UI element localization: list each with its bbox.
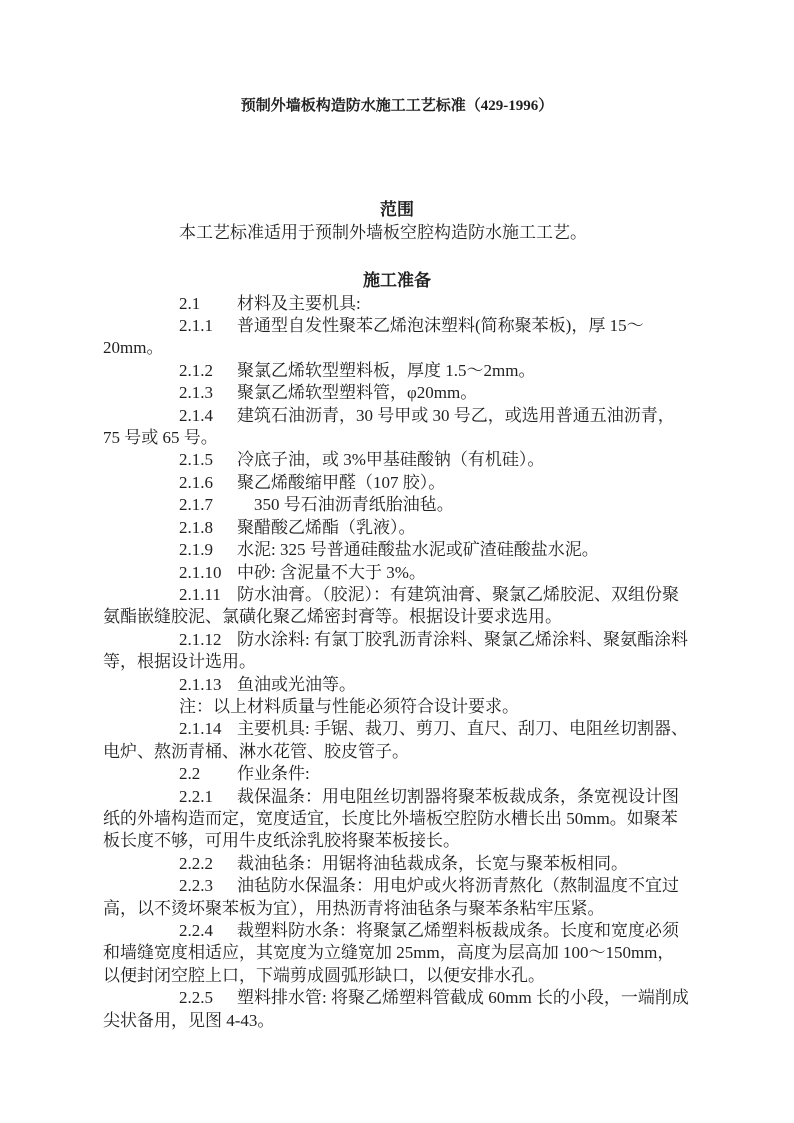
- clause-2-1-7: [103, 494, 691, 516]
- clause-number: 2.1.1: [179, 316, 213, 336]
- clause-text: 防水涂料: 有氯丁胶乳沥青涂料、聚氯乙烯涂料、聚氨酯涂料等，根据设计选用。: [103, 629, 688, 672]
- clause-number: 2.1.14: [179, 719, 222, 739]
- clause-2-1-11: [103, 584, 691, 629]
- clause-text: 裁保温条：用电阻丝切割器将聚苯板裁成条，条宽视设计图纸的外墙构造而定，宽度适宜，长度比外墙板空腔防水槽长出 50mm。如聚苯板长度不够，可用牛皮纸涂乳胶将聚苯板接长。: [103, 786, 679, 851]
- clause-number: 2.1.5: [179, 450, 213, 470]
- clause-2-1-1: [103, 315, 691, 360]
- clause-text: 聚氯乙烯软型塑料板，厚度 1.5～2mm。: [237, 360, 536, 380]
- clause-number: 2.1.8: [179, 517, 213, 537]
- clause-text: 塑料排水管: 将聚乙烯塑料管截成 60mm 长的小段，一端削成尖状备用，见图 4-43。: [103, 988, 689, 1030]
- clause-number: 2.1.3: [179, 383, 213, 403]
- clause-number: 2.2.1: [179, 786, 213, 806]
- clause-number: 2.2.5: [179, 988, 213, 1008]
- section-heading-preparation: 施工准备: [363, 271, 431, 291]
- clause-number: 2.1: [179, 293, 201, 313]
- clause-text: 主要机具: 手锯、裁刀、剪刀、直尺、刮刀、电阻丝切割器、电炉、熬沥青桶、淋水花管、胶皮管子。: [103, 719, 688, 761]
- section-heading-scope: 范围: [380, 200, 414, 220]
- clause-number: 2.2: [179, 764, 201, 784]
- clause-number: 2.1.11: [179, 584, 221, 604]
- clause-number: 2.2.2: [179, 853, 213, 873]
- materials-note: 注：以上材料质量与性能必须符合设计要求。: [179, 696, 519, 716]
- clause-2-1-2: [103, 360, 691, 382]
- clause-2-1-12: [103, 629, 691, 674]
- clause-text: 油毡防水保温条：用电炉或火将沥青熬化（熬制温度不宜过高，以不烫坏聚苯板为宜），用热沥青将油毡条与聚苯条粘牢压紧。: [103, 876, 679, 918]
- clause-2-1-6: [103, 472, 691, 494]
- clause-2-2-4: [103, 920, 691, 987]
- clause-number: 2.2.3: [179, 876, 213, 896]
- clause-2-2-3: [103, 875, 691, 920]
- document-title: 预制外墙板构造防水施工工艺标准（429-1996）: [240, 98, 554, 114]
- clause-text: 建筑石油沥青，30 号甲或 30 号乙，或选用普通五油沥青，75 号或 65 号。: [103, 405, 675, 448]
- clause-number: 2.1.6: [179, 472, 213, 492]
- clause-text: 裁油毡条：用锯将油毡裁成条，长宽与聚苯板相同。: [237, 853, 628, 873]
- clause-text: 聚氯乙烯软型塑料管，φ20mm。: [237, 383, 478, 403]
- clause-text: 中砂: 含泥量不大于 3%。: [237, 562, 426, 582]
- clause-text: 裁塑料防水条：将聚氯乙烯塑料板裁成条。长度和宽度必须和墙缝宽度相适应，其宽度为立缝宽加 25mm，高度为层高加 100～150mm，以便封闭空腔上口，下端剪成圆弧形缺口，以便安排水孔。: [103, 921, 679, 985]
- scope-paragraph: 本工艺标准适用于预制外墙板空腔构造防水施工工艺。: [179, 222, 587, 242]
- clause-text: 水泥: 325 号普通硅酸盐水泥或矿渣硅酸盐水泥。: [237, 540, 599, 560]
- clause-text: 聚醋酸乙烯酯（乳液）。: [237, 517, 416, 537]
- clause-text: 鱼油或光油等。: [237, 674, 356, 694]
- clause-number: 2.1.13: [179, 674, 222, 694]
- clause-text: 冷底子油，或 3%甲基硅酸钠（有机硅）。: [237, 450, 545, 470]
- clause-text: 普通型自发性聚苯乙烯泡沫塑料(简称聚苯板)，厚 15～20mm。: [103, 316, 644, 358]
- clause-number: 2.1.2: [179, 360, 213, 380]
- clause-2-1-4: [103, 405, 691, 450]
- clause-text: 聚乙烯酸缩甲醛（107 胶）。: [237, 472, 446, 492]
- clause-2-2: [103, 763, 691, 785]
- clause-text: 作业条件:: [237, 764, 310, 784]
- clause-number: 2.1.12: [179, 629, 222, 649]
- clause-2-1-14: [103, 718, 691, 763]
- clause-number: 2.2.4: [179, 921, 213, 940]
- clause-number: 2.1.4: [179, 405, 213, 425]
- clause-2-1: [103, 293, 691, 315]
- clause-2-2-2: [103, 853, 691, 875]
- clause-number: 2.1.7: [179, 495, 213, 515]
- clause-number: 2.1.10: [179, 562, 222, 582]
- clause-2-2-1: [103, 786, 691, 853]
- clause-2-1-5: [103, 449, 691, 471]
- clause-2-1-8: [103, 517, 691, 539]
- clause-number: 2.1.9: [179, 540, 213, 560]
- clause-text: 350 号石油沥青纸胎油毡。: [237, 495, 454, 515]
- clause-text: 防水油膏。（胶泥）：有建筑油膏、聚氯乙烯胶泥、双组份聚氨酯嵌缝胶泥、氯磺化聚乙烯密封膏等。根据设计要求选用。: [103, 584, 679, 627]
- clause-2-1-3: [103, 382, 691, 404]
- clause-2-1-13: [103, 674, 691, 696]
- clause-2-1-10: [103, 562, 691, 584]
- clause-2-2-5: [103, 987, 691, 1032]
- clause-2-1-9: [103, 539, 691, 561]
- clause-text: 材料及主要机具:: [237, 293, 361, 313]
